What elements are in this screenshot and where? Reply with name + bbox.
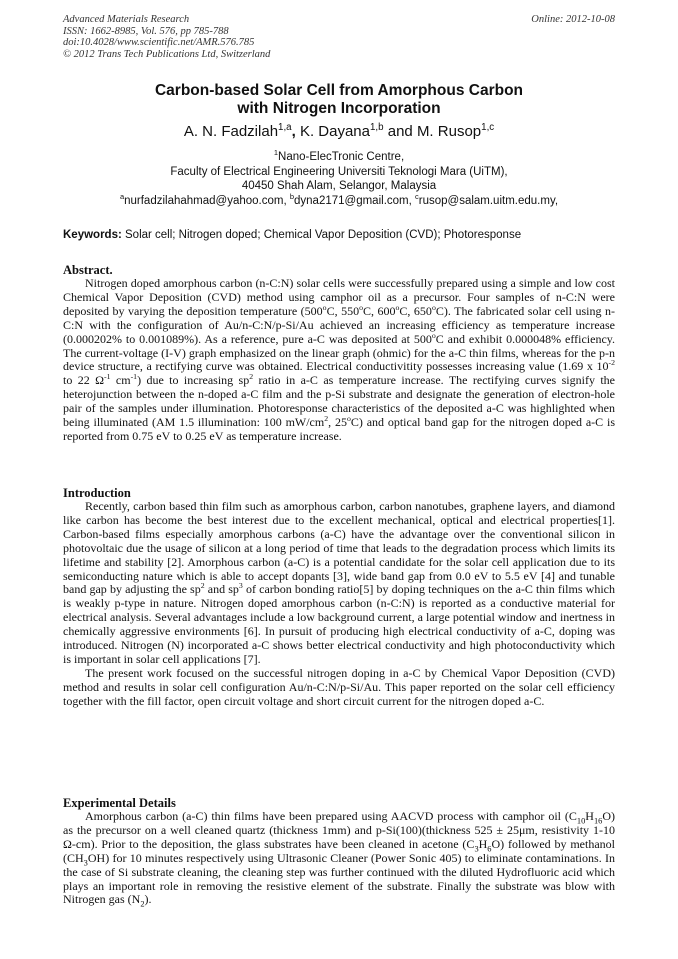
title-line-2: with Nitrogen Incorporation — [237, 100, 441, 117]
affil-centre: Nano-ElecTronic Centre, — [278, 151, 405, 163]
email-c[interactable]: rusop@salam.uitm.edu.my, — [418, 194, 559, 207]
email-a-marker: a — [119, 191, 125, 201]
affiliation-line-2: Faculty of Electrical Engineering Universiti Teknologi Mara (UiTM), — [170, 165, 508, 178]
author-3-affil: 1,c — [481, 122, 495, 133]
author-1: A. N. Fadzilah — [183, 123, 279, 140]
affiliation-block — [0, 150, 678, 208]
affiliation-line-1 — [0, 150, 678, 165]
copyright: © 2012 Trans Tech Publications Ltd, Switzerland — [63, 48, 271, 60]
email-b-marker: b — [289, 191, 295, 201]
issn: ISSN: 1662-8985, Vol. 576, pp 785-788 — [63, 25, 229, 37]
experimental-paragraph: Amorphous carbon (a-C) thin films have been prepared using AACVD process with camphor oil $(C_{10}H_{16}O)$ as the precursor on a well cleaned quartz (thickness 1mm) and p-Si(100)(thickness 525 ± 25μm, resistivity 1-10 Ω-cm). Prior to the deposition, the glass substrates have been cleaned in acetone $(C_3H_6O)$ followed by methanol $(CH_3OH)$ for 10 minutes respectively using Ultrasonic Cleaner (Power Sonic 405) to eliminate contaminations. In the case of Si substrate cleaning, the cleaning step was further continued with the diluted Hydrofluoric acid which plays an important role in removing the resistive element of the substrate. Finally the substrate was blow with Nitrogen gas $(N_2)$. — [63, 809, 615, 909]
affil-marker: 1 — [273, 148, 279, 158]
email-a[interactable]: nurfadzilahahmad@yahoo.com, — [124, 194, 287, 207]
introduction-section — [63, 486, 615, 709]
paper-title — [0, 82, 678, 118]
keywords-text: Solar cell; Nitrogen doped; Chemical Vapor Deposition (CVD); Photoresponse — [125, 229, 522, 241]
email-c-marker: c — [415, 191, 419, 201]
running-header — [63, 14, 615, 60]
email-line — [0, 191, 678, 209]
abstract-section — [63, 263, 615, 444]
doi[interactable]: doi:10.4028/www.scientific.net/AMR.576.785 — [63, 37, 255, 48]
author-list: A. N. Fadzilah$^{1,a}$, K. Dayana$^{1,b}$ and M. Rusop$^{1,c}$ — [183, 122, 495, 140]
keywords-label: Keywords: — [63, 229, 122, 241]
title-line-1: Carbon-based Solar Cell from Amorphous Carbon — [154, 82, 524, 99]
author-and: and — [387, 123, 413, 140]
author-3: M. Rusop — [416, 123, 482, 140]
email-b[interactable]: dyna2171@gmail.com, — [294, 194, 412, 207]
author-2-affil: 1,b — [370, 122, 384, 133]
experimental-section — [63, 796, 615, 907]
affiliation-line-3: 40450 Shah Alam, Selangor, Malaysia — [241, 180, 437, 192]
keywords — [63, 229, 615, 241]
experimental-heading: Experimental Details — [63, 796, 176, 810]
author-2: K. Dayana — [299, 123, 370, 140]
introduction-paragraph-2: The present work focused on the successful nitrogen doping in a-C by Chemical Vapor Deposition (CVD) method and results in solar cell configuration Au/n-C:N/p-Si/Au. This paper reported on the solar cell efficiency together with the fill factor, open circuit voltage and short circuit current for the nitrogen doped a-C. — [63, 665, 615, 708]
author-1-affil: 1,a — [278, 122, 292, 133]
online-date: Online: 2012-10-08 — [531, 14, 615, 25]
abstract-heading: Abstract. — [63, 263, 113, 277]
abstract-paragraph: Nitrogen doped amorphous carbon (n-C:N) solar cells were successfully prepared using a simple and low cost Chemical Vapor Deposition (CVD) method using camphor oil as a precursor. Four samples of n-C:N were deposited by varying the deposition temperature (500$^o$C, 550$^o$C, 600$^o$C, 650$^o$C). The fabricated solar cell using n-C:N with the configuration of Au/n-C:N/p-Si/Au achieved an increasing efficiency as temperature increase (0.000202% to 0.001089%). As a reference, pure a-C was deposited at 500$^o$C and exhibit 0.000048% efficiency. The current-voltage (I-V) graph emphasized on the linear graph (ohmic) for the a-C thin films, whereas for the p-n device structure, a rectifying curve was obtained. Electrical conductivitity possesses increasing value (1.69 x $10^{-2}$ to 22 $\Omega^{-1}$ $cm^{-1}$) due to increasing $sp^2$ ratio in a-C as temperature increase. The rectifying curves signify the heterojunction between the n-doped a-C film and the p-Si substrate and designate the generation of electron-hole pair of the samples under illumination. Photoresponse characteristics of the deposited a-C was highlighted when being illuminated (AM 1.5 illumination: 100 $mW/cm^2$, 25$^o$C) and optical band gap for the nitrogen doped a-C is reported from 0.75 eV to 0.25 eV as temperature increase. — [63, 276, 616, 443]
introduction-heading: Introduction — [63, 486, 131, 500]
journal-name: Advanced Materials Research — [63, 14, 190, 25]
introduction-paragraph-1: Recently, carbon based thin film such as amorphous carbon, carbon nanotubes, graphene layers, and diamond like carbon has become the best interest due to the excellent mechanical, optical and electrical properties[1]. Carbon-based films especially amorphous carbons (a-C) have the advantage over the conventional silicon in photovoltaic due the usage of silicon at a long period of time that leads to the degradation process which limits its lifetime and stability [2]. Amorphous carbon (a-C) is a potential candidate for the solar cell application due to its semiconducting nature which is able to accept dopants [3], wide band gap from 0.0 eV to 5.5 eV [4] and tunable band gap by adjusting the $sp^2$ and $sp^3$ of carbon bonding ratio[5] by doping techniques on the a-C thin films which is weakly p-type in nature. Nitrogen doped amorphous carbon (n-C:N) is reported as a conductive material for electrical analysis. Several advantages include a low background current, a large potential window and inertness in chemically aggressive environments [6]. In pursuit of producing high electrical conductivity of a-C, doping was introduced. Nitrogen (N) incorporated a-C shows better electrical conductivity and high photoconductivity which is important in solar cell applications [7]. — [63, 499, 615, 666]
